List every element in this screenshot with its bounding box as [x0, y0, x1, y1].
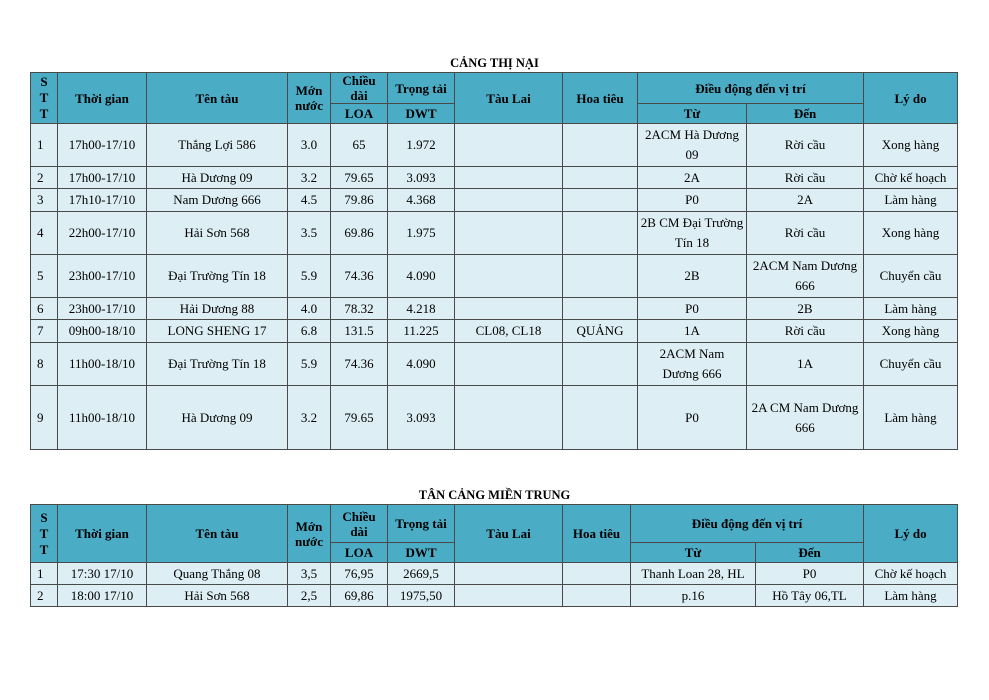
table-row [31, 563, 958, 585]
header-draft: Mớn nước [288, 73, 331, 124]
cell-loa: 79.65 [331, 386, 388, 450]
header-tug: Tàu Lai [455, 505, 563, 563]
cell-reason: Chờ kế hoạch [864, 167, 958, 189]
cell-loa: 78.32 [331, 298, 388, 320]
header-to: Đến [747, 104, 864, 124]
cell-pilot [563, 189, 638, 212]
cell-tug [455, 212, 563, 255]
header-tug: Tàu Lai [455, 73, 563, 124]
header-loa: LOA [331, 104, 388, 124]
header-length: Chiều dài [331, 73, 388, 104]
cell-dwt: 4.368 [388, 189, 455, 212]
table-row [31, 343, 958, 386]
cell-from: P0 [638, 298, 747, 320]
cell-dwt: 3.093 [388, 386, 455, 450]
cell-dwt: 1.975 [388, 212, 455, 255]
cell-to: P0 [756, 563, 864, 585]
table-row [31, 167, 958, 189]
cell-loa: 76,95 [331, 563, 388, 585]
cell-reason: Làm hàng [864, 189, 958, 212]
header-time: Thời gian [58, 73, 147, 124]
cell-pilot [563, 212, 638, 255]
header-pilot: Hoa tiêu [563, 505, 631, 563]
cell-dwt: 3.093 [388, 167, 455, 189]
schedule-table-tan-cang [30, 504, 958, 607]
header-tonnage: Trọng tải [388, 505, 455, 543]
cell-tug [455, 386, 563, 450]
cell-tug: CL08, CL18 [455, 320, 563, 343]
table-row [31, 124, 958, 167]
cell-tug [455, 563, 563, 585]
cell-from: 2ACM Hà Dương 09 [638, 124, 747, 167]
cell-ship: Hà Dương 09 [147, 386, 288, 450]
cell-loa: 79.86 [331, 189, 388, 212]
cell-ship: Thắng Lợi 586 [147, 124, 288, 167]
header-loa: LOA [331, 543, 388, 563]
cell-pilot: QUẢNG [563, 320, 638, 343]
cell-ship: Hà Dương 09 [147, 167, 288, 189]
cell-pilot [563, 255, 638, 298]
cell-time: 17h10-17/10 [58, 189, 147, 212]
cell-dwt: 4.218 [388, 298, 455, 320]
cell-stt: 1 [31, 124, 58, 167]
header-stt: S T T [31, 73, 58, 124]
header-move: Điều động đến vị trí [631, 505, 864, 543]
schedule-table-thi-nai [30, 72, 958, 450]
cell-loa: 65 [331, 124, 388, 167]
header-length: Chiều dài [331, 505, 388, 543]
cell-ship: LONG SHENG 17 [147, 320, 288, 343]
cell-dwt: 1.972 [388, 124, 455, 167]
cell-loa: 131.5 [331, 320, 388, 343]
cell-stt: 3 [31, 189, 58, 212]
cell-pilot [563, 167, 638, 189]
cell-tug [455, 298, 563, 320]
cell-draft: 3.0 [288, 124, 331, 167]
cell-tug [455, 255, 563, 298]
header-time: Thời gian [58, 505, 147, 563]
cell-pilot [563, 585, 631, 607]
cell-pilot [563, 124, 638, 167]
header-to: Đến [756, 543, 864, 563]
cell-draft: 3.2 [288, 167, 331, 189]
table-row [31, 585, 958, 607]
table-row [31, 386, 958, 450]
section1-title: CẢNG THỊ NẠI [450, 56, 539, 70]
cell-to: Rời cầu [747, 124, 864, 167]
cell-time: 22h00-17/10 [58, 212, 147, 255]
cell-ship: Hải Sơn 568 [147, 212, 288, 255]
cell-tug [455, 343, 563, 386]
cell-loa: 69,86 [331, 585, 388, 607]
cell-reason: Chuyển cầu [864, 343, 958, 386]
cell-stt: 9 [31, 386, 58, 450]
cell-time: 11h00-18/10 [58, 386, 147, 450]
cell-reason: Xong hàng [864, 124, 958, 167]
cell-stt: 5 [31, 255, 58, 298]
cell-stt: 7 [31, 320, 58, 343]
cell-dwt: 1975,50 [388, 585, 455, 607]
cell-reason: Làm hàng [864, 585, 958, 607]
cell-to: Hồ Tây 06,TL [756, 585, 864, 607]
header-draft: Mớn nước [288, 505, 331, 563]
header-from: Từ [638, 104, 747, 124]
cell-tug [455, 167, 563, 189]
header-reason: Lý do [864, 73, 958, 124]
cell-ship: Nam Dương 666 [147, 189, 288, 212]
cell-stt: 2 [31, 585, 58, 607]
cell-to: 2B [747, 298, 864, 320]
cell-reason: Làm hàng [864, 298, 958, 320]
header-stt: S T T [31, 505, 58, 563]
cell-stt: 1 [31, 563, 58, 585]
cell-draft: 5.9 [288, 255, 331, 298]
header-reason: Lý do [864, 505, 958, 563]
cell-dwt: 2669,5 [388, 563, 455, 585]
header-from: Từ [631, 543, 756, 563]
cell-pilot [563, 386, 638, 450]
cell-draft: 3,5 [288, 563, 331, 585]
cell-from: 2ACM Nam Dương 666 [638, 343, 747, 386]
cell-reason: Xong hàng [864, 320, 958, 343]
cell-time: 17h00-17/10 [58, 124, 147, 167]
cell-from: 1A [638, 320, 747, 343]
cell-loa: 74.36 [331, 255, 388, 298]
header-dwt: DWT [388, 104, 455, 124]
cell-ship: Hải Dương 88 [147, 298, 288, 320]
table-row [31, 255, 958, 298]
cell-to: Rời cầu [747, 167, 864, 189]
cell-tug [455, 124, 563, 167]
cell-loa: 74.36 [331, 343, 388, 386]
cell-ship: Đại Trường Tín 18 [147, 255, 288, 298]
cell-stt: 6 [31, 298, 58, 320]
cell-from: P0 [638, 386, 747, 450]
table-row [31, 320, 958, 343]
cell-draft: 6.8 [288, 320, 331, 343]
cell-pilot [563, 298, 638, 320]
cell-from: 2B [638, 255, 747, 298]
cell-to: Rời cầu [747, 320, 864, 343]
cell-draft: 5.9 [288, 343, 331, 386]
cell-stt: 8 [31, 343, 58, 386]
cell-time: 18:00 17/10 [58, 585, 147, 607]
cell-tug [455, 585, 563, 607]
cell-loa: 69.86 [331, 212, 388, 255]
cell-ship: Hải Sơn 568 [147, 585, 288, 607]
cell-draft: 3.2 [288, 386, 331, 450]
cell-time: 23h00-17/10 [58, 298, 147, 320]
cell-draft: 4.0 [288, 298, 331, 320]
cell-draft: 2,5 [288, 585, 331, 607]
cell-pilot [563, 343, 638, 386]
cell-time: 09h00-18/10 [58, 320, 147, 343]
header-ship: Tên tàu [147, 505, 288, 563]
cell-reason: Xong hàng [864, 212, 958, 255]
cell-time: 11h00-18/10 [58, 343, 147, 386]
cell-stt: 4 [31, 212, 58, 255]
header-ship: Tên tàu [147, 73, 288, 124]
cell-from: P0 [638, 189, 747, 212]
cell-pilot [563, 563, 631, 585]
cell-reason: Chuyển cầu [864, 255, 958, 298]
cell-draft: 4.5 [288, 189, 331, 212]
cell-to: Rời cầu [747, 212, 864, 255]
cell-time: 17h00-17/10 [58, 167, 147, 189]
table-row [31, 298, 958, 320]
cell-time: 17:30 17/10 [58, 563, 147, 585]
cell-tug [455, 189, 563, 212]
header-tonnage: Trọng tải [388, 73, 455, 104]
cell-to: 2ACM Nam Dương 666 [747, 255, 864, 298]
table-row [31, 189, 958, 212]
cell-from: 2A [638, 167, 747, 189]
cell-dwt: 4.090 [388, 343, 455, 386]
header-move: Điều động đến vị trí [638, 73, 864, 104]
cell-ship: Quang Thắng 08 [147, 563, 288, 585]
cell-stt: 2 [31, 167, 58, 189]
cell-draft: 3.5 [288, 212, 331, 255]
cell-reason: Chờ kế hoạch [864, 563, 958, 585]
section2-title: TÂN CẢNG MIỀN TRUNG [418, 488, 571, 502]
cell-to: 1A [747, 343, 864, 386]
cell-to: 2A [747, 189, 864, 212]
table-row [31, 212, 958, 255]
cell-to: 2A CM Nam Dương 666 [747, 386, 864, 450]
cell-ship: Đại Trường Tín 18 [147, 343, 288, 386]
cell-dwt: 11.225 [388, 320, 455, 343]
header-pilot: Hoa tiêu [563, 73, 638, 124]
cell-reason: Làm hàng [864, 386, 958, 450]
cell-loa: 79.65 [331, 167, 388, 189]
cell-from: p.16 [631, 585, 756, 607]
header-dwt: DWT [388, 543, 455, 563]
cell-time: 23h00-17/10 [58, 255, 147, 298]
cell-from: Thanh Loan 28, HL [631, 563, 756, 585]
cell-dwt: 4.090 [388, 255, 455, 298]
cell-from: 2B CM Đại Trường Tín 18 [638, 212, 747, 255]
